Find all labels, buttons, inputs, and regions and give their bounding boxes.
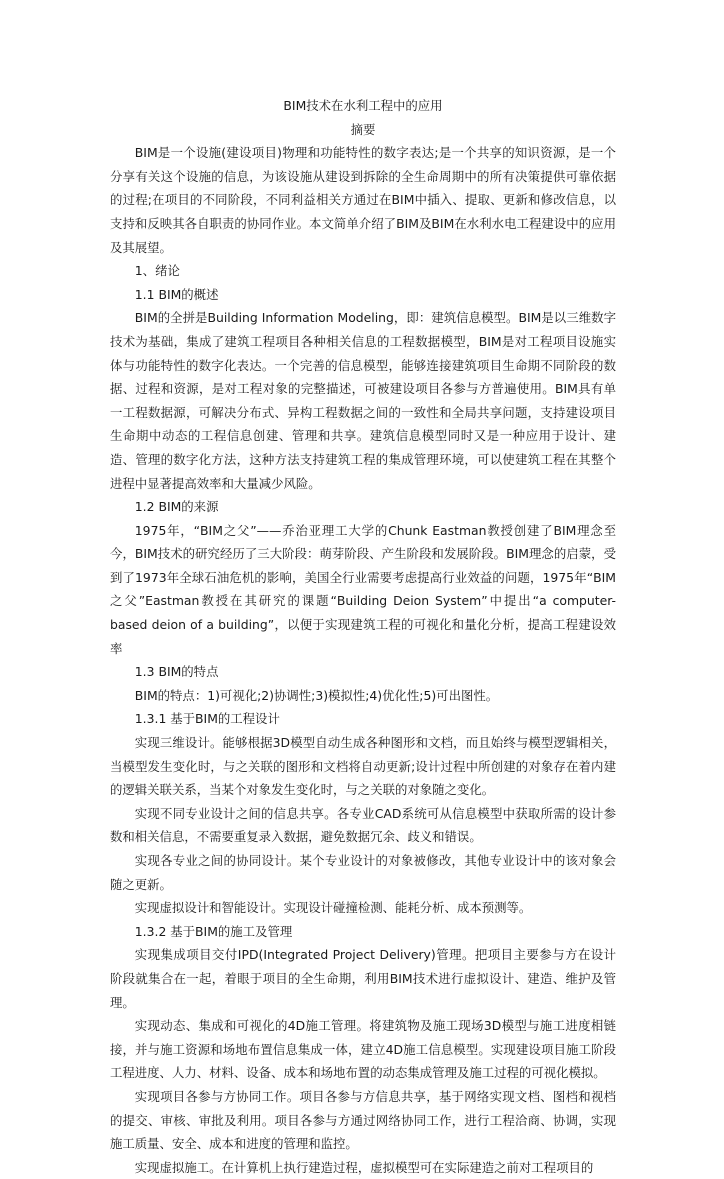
paragraph-1-2: 1975年，“BIM之父”——乔治亚理工大学的Chunk Eastman教授创建了BIM理念至今，BIM技术的研究经历了三大阶段：萌芽阶段、产生阶段和发展阶段。BIM理念的启蒙，受到了1973年全球石油危机的影响，美国全行业需要考虑提高行业效益的问题，1975年“BIM之父”Eastman教授在其研究的课题“Building Deion System”中提出“a computer-based deion of a building”，以便于实现建筑工程的可视化和量化分析，提高工程建设效率: [110, 522, 616, 656]
paragraph-1-3-1-c: 实现各专业之间的协同设计。某个专业设计的对象被修改，其他专业设计中的该对象会随之更新。: [110, 853, 616, 892]
paragraph-1-3-2-b: 实现动态、集成和可视化的4D施工管理。将建筑物及施工现场3D模型与施工进度相链接，并与施工资源和场地布置信息集成一体，建立4D施工信息模型。实现建设项目施工阶段工程进度、人力、材料、设备、成本和场地布置的动态集成管理及施工过程的可视化模拟。: [110, 1018, 616, 1081]
document-body: [110, 94, 616, 1179]
document-title: BIM技术在水利工程中的应用: [283, 98, 443, 113]
paragraph-1-3-2-c: 实现项目各参与方协同工作。项目各参与方信息共享，基于网络实现文档、图档和视档的提交、审核、审批及利用。项目各参与方通过网络协同工作，进行工程洽商、协调，实现施工质量、安全、成本和进度的管理和监控。: [110, 1088, 616, 1152]
paragraph-1-3-2-a: 实现集成项目交付IPD(Integrated Project Delivery)管理。把项目主要参与方在设计阶段就集合在一起，着眼于项目的全生命期，利用BIM技术进行虚拟设计、建造、维护及管理。: [110, 947, 616, 1010]
paragraph-1-3-1-a: 实现三维设计。能够根据3D模型自动生成各种图形和文档，而且始终与模型逻辑相关，当模型发生变化时，与之关联的图形和文档将自动更新;设计过程中所创建的对象存在着内建的逻辑关联关系，当某个对象发生变化时，与之关联的对象随之变化。: [110, 735, 616, 798]
paragraph-1-3: BIM的特点：1)可视化;2)协调性;3)模拟性;4)优化性;5)可出图性。: [134, 687, 499, 703]
paragraph-1-1: BIM的全拼是Building Information Modeling，即：建筑信息模型。BIM是以三维数字技术为基础，集成了建筑工程项目各种相关信息的工程数据模型，BIM是对工程项目设施实体与功能特性的数字化表达。一个完善的信息模型，能够连接建筑项目生命期不同阶段的数据、过程和资源，是对工程对象的完整描述，可被建设项目各参与方普遍使用。BIM具有单一工程数据源，可解决分布式、异构工程数据之间的一致性和全局共享问题，支持建设项目生命期中动态的工程信息创建、管理和共享。建筑信息模型同时又是一种应用于设计、建造、管理的数字化方法，这种方法支持建筑工程的集成管理环境，可以使建筑工程在其整个进程中显著提高效率和大量减少风险。: [110, 310, 616, 491]
paragraph-1-3-2-d: 实现虚拟施工。在计算机上执行建造过程，虚拟模型可在实际建造之前对工程项目的: [134, 1159, 594, 1175]
section-heading-1: 1、绪论: [134, 263, 180, 279]
abstract-paragraph: BIM是一个设施(建设项目)物理和功能特性的数字表达;是一个共享的知识资源，是一个分享有关这个设施的信息，为该设施从建设到拆除的全生命周期中的所有决策提供可靠依据的过程;在项目的不同阶段，不同利益相关方通过在BIM中插入、提取、更新和修改信息，以支持和反映其各自职责的协同作业。本文简单介绍了BIM及BIM在水利水电工程建设中的应用及其展望。: [110, 145, 616, 255]
abstract-heading: 摘要: [350, 121, 376, 137]
paragraph-1-3-1-b: 实现不同专业设计之间的信息共享。各专业CAD系统可从信息模型中获取所需的设计参数和相关信息，不需要重复录入数据，避免数据冗余、歧义和错误。: [110, 805, 616, 845]
section-heading-1-2: 1.2 BIM的来源: [134, 499, 219, 515]
section-heading-1-1: 1.1 BIM的概述: [134, 286, 219, 302]
section-heading-1-3: 1.3 BIM的特点: [134, 664, 219, 680]
section-heading-1-3-2: 1.3.2 基于BIM的施工及管理: [134, 923, 293, 939]
paragraph-1-3-1-d: 实现虚拟设计和智能设计。实现设计碰撞检测、能耗分析、成本预测等。: [134, 900, 532, 916]
section-heading-1-3-1: 1.3.1 基于BIM的工程设计: [134, 711, 280, 727]
